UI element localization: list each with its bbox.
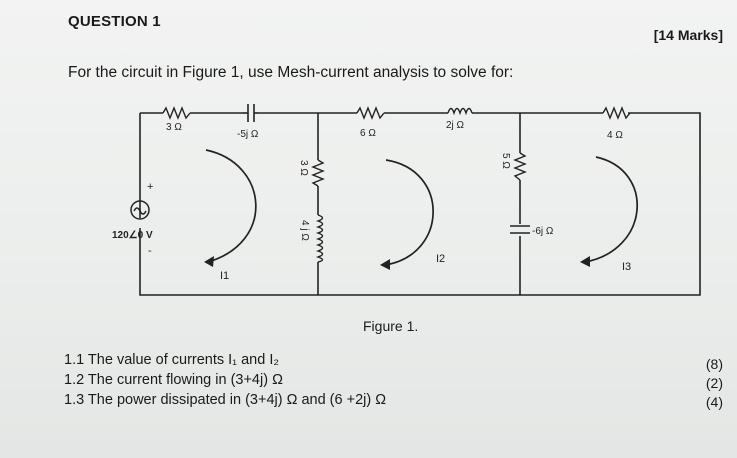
label-i1: I1 (220, 270, 230, 282)
label-r3: 3 Ω (166, 122, 182, 133)
label-l4-vertical: 4 j Ω (299, 220, 310, 241)
label-minus: - (148, 245, 152, 257)
arrow-i3 (580, 256, 590, 267)
resistor-5ohm-vertical (515, 153, 525, 180)
question-title: QUESTION 1 (68, 13, 161, 30)
label-c5: -5j Ω (237, 129, 259, 140)
label-l2: 2j Ω (446, 120, 465, 131)
arrow-i1 (204, 256, 214, 267)
label-i3: I3 (622, 261, 632, 273)
total-marks: [14 Marks] (653, 27, 723, 43)
mesh-arc-i3 (585, 157, 637, 262)
inductor-4j-vertical (318, 215, 323, 262)
question-1-1: 1.1 The value of currents I₁ and I₂ (64, 352, 279, 368)
question-1-3: 1.3 The power dissipated in (3+4j) Ω and (6 +2j) Ω (64, 392, 387, 408)
resistor-4ohm (603, 108, 630, 118)
question-prompt: For the circuit in Figure 1, use Mesh-current analysis to solve for: (68, 64, 514, 81)
resistor-6ohm (357, 108, 384, 118)
mesh-arc-i2 (385, 160, 433, 265)
capacitor-minus6j (510, 226, 530, 233)
arrow-i2 (380, 259, 390, 270)
marks-1-2: (2) (705, 375, 723, 391)
resistor-3ohm (163, 108, 190, 118)
inductor-2j (448, 109, 472, 114)
label-r3-vertical: 3 Ω (298, 160, 309, 176)
label-r4-top: 4 Ω (607, 130, 623, 141)
label-c6: -6j Ω (532, 226, 554, 237)
label-plus: + (147, 181, 154, 193)
resistor-3ohm-vertical (313, 160, 323, 186)
figure-caption: Figure 1. (363, 318, 419, 334)
marks-1-1: (8) (705, 356, 723, 372)
mesh-arc-i1 (206, 150, 256, 262)
capacitor-minus5j (243, 104, 259, 122)
question-1-2: 1.2 The current flowing in (3+4j) Ω (64, 372, 283, 388)
label-r6: 6 Ω (360, 128, 376, 139)
label-r5-vertical: 5 Ω (500, 153, 511, 169)
label-i2: I2 (436, 253, 446, 265)
marks-1-3: (4) (705, 394, 723, 410)
label-source: 120∠0 V (112, 230, 153, 241)
